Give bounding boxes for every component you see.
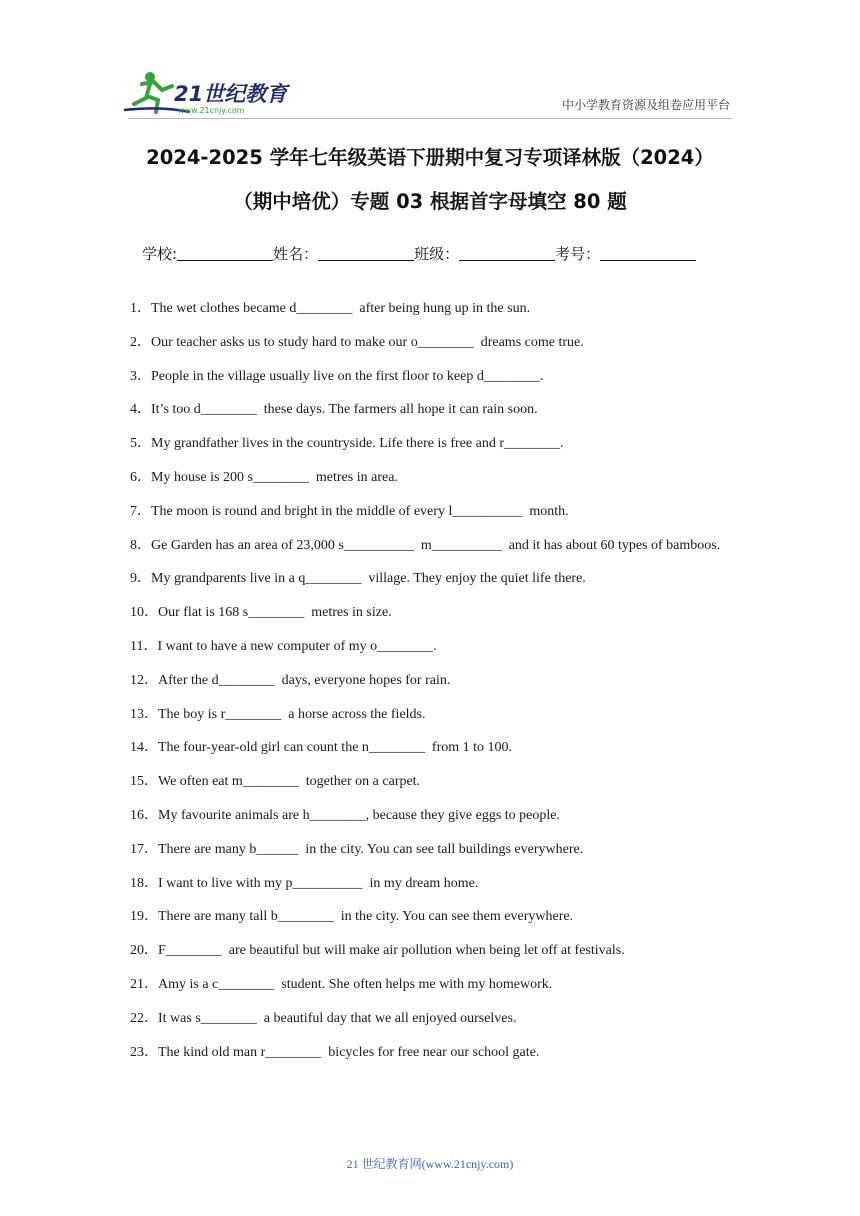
question-item: 11．I want to have a new computer of my o________. — [130, 638, 437, 654]
question-item: 12．After the d________ days, everyone hopes for rain. — [130, 672, 451, 688]
question-item: 16．My favourite animals are h________, because they give eggs to people. — [130, 807, 560, 823]
name-label: 姓名： — [273, 245, 319, 263]
question-item: 5．My grandfather lives in the countryside. Life there is free and r________. — [130, 436, 564, 452]
header-divider — [128, 118, 732, 119]
question-list — [130, 292, 730, 1069]
question-item: 20．F________ are beautiful but will make air pollution when being let off at festivals. — [130, 943, 625, 959]
question-item: 6．My house is 200 s________ metres in area. — [130, 469, 398, 485]
question-item: 7．The moon is round and bright in the middle of every l__________ month. — [130, 503, 569, 519]
logo — [120, 68, 300, 116]
question-item: 13．The boy is r________ a horse across the fields. — [130, 706, 426, 722]
question-item: 3．People in the village usually live on the first floor to keep d________. — [130, 368, 544, 384]
logo-url: www.21cnjy.com — [178, 106, 245, 115]
name-blank[interactable] — [318, 246, 414, 261]
platform-label: 中小学教育资源及组卷应用平台 — [561, 98, 730, 112]
question-item: 18．I want to live with my p__________ in my dream home. — [130, 875, 479, 891]
question-item: 19．There are many tall b________ in the city. You can see them everywhere. — [130, 909, 574, 925]
question-item: 15．We often eat m________ together on a carpet. — [130, 774, 421, 790]
question-item: 8．Ge Garden has an area of 23,000 s__________ m__________ and it has about 60 types of bamboos. — [130, 537, 721, 553]
question-item: 1．The wet clothes became d________ after being hung up in the sun. — [130, 301, 531, 316]
number-label: 考号： — [555, 245, 601, 263]
question-item: 21．Amy is a c________ student. She often helps me with my homework. — [130, 976, 553, 992]
student-info-row — [142, 243, 696, 264]
page-header — [0, 0, 860, 125]
question-item: 9．My grandparents live in a q________ village. They enjoy the quiet life there. — [130, 571, 586, 587]
school-blank[interactable] — [177, 246, 273, 261]
question-item: 4．It’s too d________ these days. The farmers all hope it can rain soon. — [130, 402, 538, 418]
question-item: 10．Our flat is 168 s________ metres in size. — [130, 605, 392, 621]
question-item: 17．There are many b______ in the city. You can see tall buildings everywhere. — [130, 841, 584, 857]
logo-text: 21世纪教育 — [174, 82, 288, 106]
page-footer[interactable]: 21 世纪教育网(www.21cnjy.com) — [346, 1157, 514, 1171]
number-blank[interactable] — [600, 246, 696, 261]
question-item: 23．The kind old man r________ bicycles for free near our school gate. — [130, 1044, 540, 1060]
class-label: 班级： — [414, 245, 460, 263]
page-subtitle: （期中培优）专题 03 根据首字母填空 80 题 — [233, 190, 627, 213]
class-blank[interactable] — [459, 246, 555, 261]
question-item: 22．It was s________ a beautiful day that we all enjoyed ourselves. — [130, 1010, 517, 1026]
question-item: 2．Our teacher asks us to study hard to make our o________ dreams come true. — [130, 334, 584, 350]
question-item: 14．The four-year-old girl can count the n________ from 1 to 100. — [130, 740, 513, 756]
page-title: 2024-2025 学年七年级英语下册期中复习专项译林版（2024） — [146, 146, 714, 169]
school-label: 学校: — [142, 245, 178, 263]
